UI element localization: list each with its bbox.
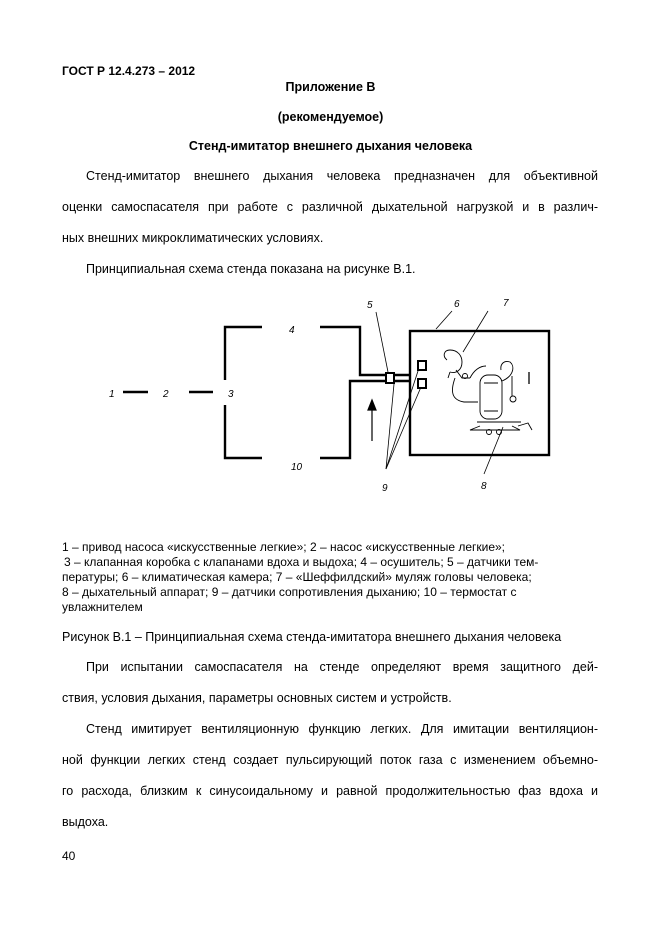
figure-legend-line-3: пературы; 6 – климатическая камера; 7 – «Шеффилдский» муляж головы человека; [62, 570, 532, 584]
paragraph-4-line-3: го расхода, близким к синусоидальному и равной продолжительностью фаз вдоха и [62, 784, 598, 798]
appendix-title: Приложение В [285, 80, 376, 94]
chamber-left-upper-wall [225, 327, 262, 380]
figure-legend-line-1: 1 – привод насоса «искусственные легкие»; 2 – насос «искусственные легкие»; [62, 540, 506, 554]
paragraph-1-line-3: ных внешних микроклиматических условиях. [62, 231, 324, 245]
label-2: 2 [163, 389, 169, 400]
leader-5 [376, 312, 388, 372]
leader-6 [436, 311, 452, 329]
temperature-sensor-box [386, 373, 394, 383]
paragraph-4-line-1: Стенд имитирует вентиляционную функцию легких. Для имитации вентиляцион- [86, 722, 598, 736]
label-9: 9 [382, 483, 388, 494]
resistance-sensor-box-upper [418, 361, 426, 370]
paragraph-3-line-2: ствия, условия дыхания, параметры основных систем и устройств. [62, 691, 452, 705]
label-4: 4 [289, 325, 295, 336]
resistance-sensor-box-lower [418, 379, 426, 388]
label-6: 6 [454, 299, 460, 310]
paragraph-4-line-2: ной функции легких стенд создает пульсирующий поток газа с изменением объемно- [62, 753, 598, 767]
breathing-apparatus-drawing [470, 361, 532, 434]
page-number: 40 [62, 849, 76, 863]
label-5: 5 [367, 300, 373, 311]
standard-number: ГОСТ Р 12.4.273 – 2012 [62, 64, 196, 78]
paragraph-1-line-2: оценки самоспасателя при работе с различной дыхательной нагрузкой и в различ- [62, 200, 598, 214]
chamber-upper-outlet-wall [320, 327, 410, 375]
label-10: 10 [291, 462, 303, 473]
paragraph-4-line-4: выдоха. [62, 815, 109, 829]
figure-legend-line-5: увлажнителем [62, 600, 143, 614]
appendix-status: (рекомендуемое) [277, 110, 384, 124]
climate-chamber [410, 331, 549, 455]
figure-legend-line-4: 8 – дыхательный аппарат; 9 – датчики сопротивления дыханию; 10 – термостат с [62, 585, 517, 599]
flow-arrow-head [368, 400, 376, 410]
paragraph-1-line-1: Стенд-имитатор внешнего дыхания человека предназначен для объективной [86, 169, 598, 183]
paragraph-3-line-1: При испытании самоспасателя на стенде определяют время защитного дей- [86, 660, 598, 674]
label-1: 1 [109, 389, 115, 400]
figure-caption: Рисунок В.1 – Принципиальная схема стенда-имитатора внешнего дыхания человека [62, 630, 562, 644]
paragraph-2: Принципиальная схема стенда показана на рисунке В.1. [86, 262, 416, 276]
chamber-lower-outlet-wall [320, 381, 410, 458]
chamber-left-lower-wall [225, 405, 262, 458]
leader-9b [386, 387, 421, 469]
label-3: 3 [228, 389, 234, 400]
figure-legend-line-2: 3 – клапанная коробка с клапанами вдоха и выдоха; 4 – осушитель; 5 – датчики тем- [64, 555, 539, 569]
appendix-subtitle: Стенд-имитатор внешнего дыхания человека [188, 139, 473, 153]
label-8: 8 [481, 481, 487, 492]
label-7: 7 [503, 298, 509, 309]
